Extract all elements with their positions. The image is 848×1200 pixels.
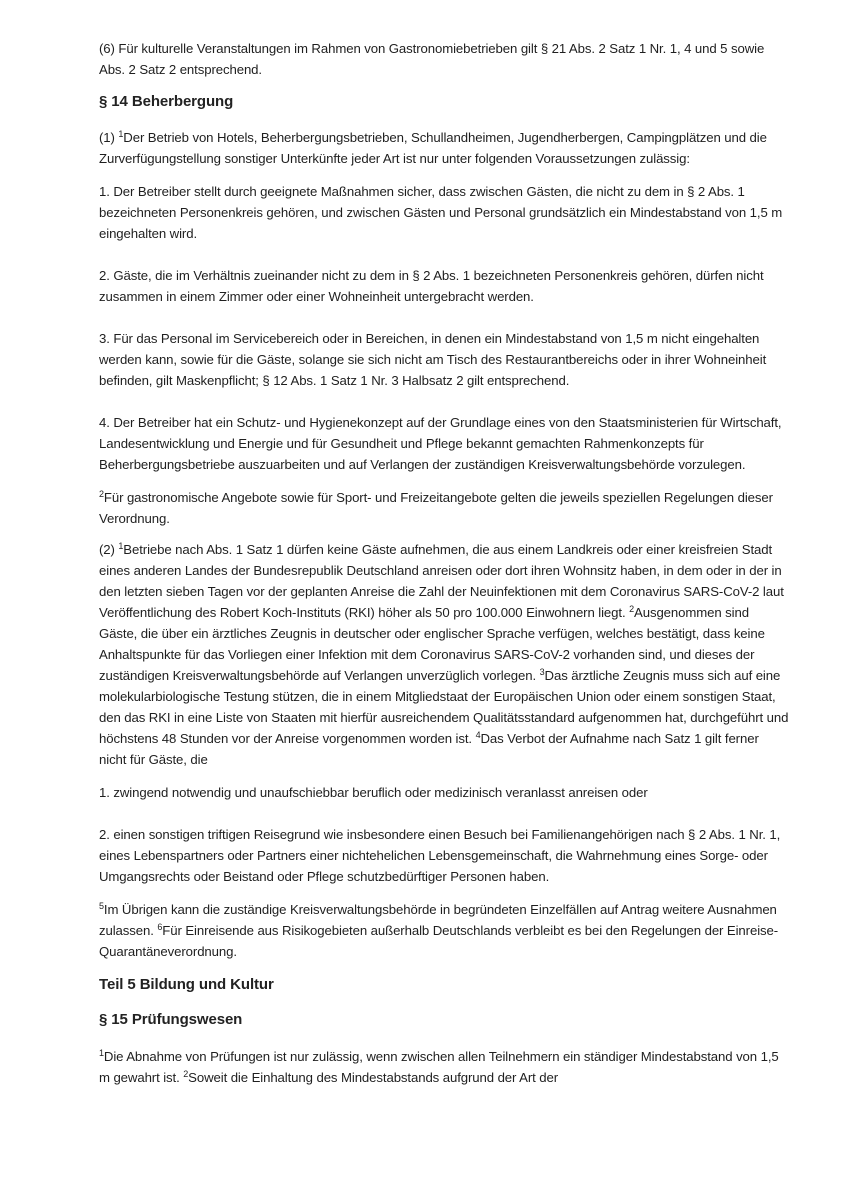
section-15-heading: § 15 Prüfungswesen xyxy=(99,1011,243,1028)
part-5-heading: Teil 5 Bildung und Kultur xyxy=(99,976,274,993)
sentence-text: Die Abnahme von Prüfungen ist nur zulässig, wenn zwischen allen Teilnehmern ein ständiger Mindestabstand von 1,5 m gewahrt ist. xyxy=(99,1049,779,1085)
s14-abs1-item-4: 4. Der Betreiber hat ein Schutz- und Hygienekonzept auf der Grundlage eines von den Staatsministerien für Wirtschaft, Landesentwicklung und Energie und für Gesundheit und Pflege bekannt gemachten Rahmenkonzepts für Beherbergungsbetriebe auszuarbeiten und auf Verlangen der zuständigen Kreisverwaltungsbehörde vorzulegen. xyxy=(99,415,782,472)
paragraph-6: (6) Für kulturelle Veranstaltungen im Rahmen von Gastronomiebetrieben gilt § 21 Abs. 2 Satz 1 Nr. 1, 4 und 5 sowie Abs. 2 Satz 2 entsprechend. xyxy=(99,41,765,77)
abs-number: (1) xyxy=(99,130,119,145)
sentence-text: Betriebe nach Abs. 1 Satz 1 dürfen keine Gäste aufnehmen, die aus einem Landkreis oder einer kreisfreien Stadt eines anderen Landes der Bundesrepublik Deutschland anreisen oder dort ihren Wohnsitz haben, in dem oder in der in den letzten sieben Tagen vor der geplanten Anreise die Zahl der Neuinfektionen mit dem Coronavirus SARS-CoV-2 laut Veröffentlichung des Robert Koch-Instituts (RKI) höher als 50 pro 100.000 Einwohnern liegt. xyxy=(99,542,784,620)
s14-abs1-item-1: 1. Der Betreiber stellt durch geeignete Maßnahmen sicher, dass zwischen Gästen, die nicht zu dem in § 2 Abs. 1 bezeichneten Personenkreis gehören, und zwischen Gästen und Personal grundsätzlich ein Mindestabstand von 1,5 m eingehalten wird. xyxy=(99,184,783,241)
sentence-text: Im Übrigen kann die zuständige Kreisverwaltungsbehörde in begründeten Einzelfällen auf Antrag weitere Ausnahmen zulassen. xyxy=(99,902,777,938)
s15-text xyxy=(99,1046,789,1088)
sentence-number: 6 xyxy=(157,922,163,932)
s14-abs2-sentences-5-6 xyxy=(99,899,789,962)
s14-abs1-item-2: 2. Gäste, die im Verhältnis zueinander nicht zu dem in § 2 Abs. 1 bezeichneten Personenkreis gehören, dürfen nicht zusammen in einem Zimmer oder einer Wohneinheit untergebracht werden. xyxy=(99,268,764,304)
section-14-heading: § 14 Beherbergung xyxy=(99,93,234,110)
sentence-number: 1 xyxy=(99,1048,104,1058)
sentence-number: 2 xyxy=(99,489,104,499)
s14-abs2-item-2: 2. einen sonstigen triftigen Reisegrund wie insbesondere einen Besuch bei Familienangehörigen nach § 2 Abs. 1 Nr. 1, eines Lebenspartners oder Partners einer nichtehelichen Lebensgemeinschaft, die Wahrnehmung eines Sorge- oder Umgangsrechts oder Beistand oder Pflege schutzbedürftiger Personen haben. xyxy=(99,827,781,884)
abs-number: (2) xyxy=(99,542,119,557)
sentence-text: Ausgenommen sind Gäste, die über ein ärztliches Zeugnis in deutscher oder englischer Sprache verfügen, welches bestätigt, dass keine Anhaltspunkte für das Vorliegen einer Infektion mit dem Coronavirus SARS-CoV-2 vorhanden sind, und dieses der zuständigen Kreisverwaltungsbehörde auf Verlangen unverzüglich vorlegen. xyxy=(99,605,765,683)
sentence-number: 1 xyxy=(118,541,124,551)
s14-abs1-sentence-2 xyxy=(99,487,789,529)
sentence-number: 3 xyxy=(539,667,545,677)
sentence-number: 1 xyxy=(118,129,124,139)
sentence-text: Der Betrieb von Hotels, Beherbergungsbetrieben, Schullandheimen, Jugendherbergen, Campingplätzen und die Zurverfügungstellung sonstiger Unterkünfte jeder Art ist nur unter folgenden Voraussetzungen zulässig: xyxy=(99,130,767,166)
sentence-text: Soweit die Einhaltung des Mindestabstands aufgrund der Art der xyxy=(188,1070,559,1085)
sentence-text: Für gastronomische Angebote sowie für Sport- und Freizeitangebote gelten die jeweils speziellen Regelungen dieser Verordnung. xyxy=(99,490,773,526)
sentence-text: Das Verbot der Aufnahme nach Satz 1 gilt ferner nicht für Gäste, die xyxy=(99,731,759,767)
s14-abs2 xyxy=(99,539,789,770)
s14-abs1-intro xyxy=(99,127,789,169)
sentence-number: 2 xyxy=(183,1069,189,1079)
sentence-number: 5 xyxy=(99,901,104,911)
sentence-number: 2 xyxy=(629,604,635,614)
s14-abs2-item-1: 1. zwingend notwendig und unaufschiebbar beruflich oder medizinisch veranlasst anreisen oder xyxy=(99,785,648,800)
s14-abs1-item-3: 3. Für das Personal im Servicebereich oder in Bereichen, in denen ein Mindestabstand von 1,5 m nicht eingehalten werden kann, sowie für die Gäste, solange sie sich nicht am Tisch des Restaurantbereichs oder in ihrer Wohneinheit befinden, gilt Maskenpflicht; § 12 Abs. 1 Satz 1 Nr. 3 Halbsatz 2 gilt entsprechend. xyxy=(99,331,767,388)
sentence-number: 4 xyxy=(475,730,481,740)
sentence-text: Das ärztliche Zeugnis muss sich auf eine molekularbiologische Testung stützen, die in einem Mitgliedstaat der Europäischen Union oder einem sonstigen Staat, den das RKI in eine Liste von Staaten mit hierfür ausreichendem Qualitätsstandard aufgenommen hat, durchgeführt und höchstens 48 Stunden vor der Anreise vorgenommen worden ist. xyxy=(99,668,789,746)
document-page xyxy=(99,38,789,1088)
sentence-text: Für Einreisende aus Risikogebieten außerhalb Deutschlands verbleibt es bei den Regelungen der Einreise-Quarantäneverordnung. xyxy=(99,923,779,959)
